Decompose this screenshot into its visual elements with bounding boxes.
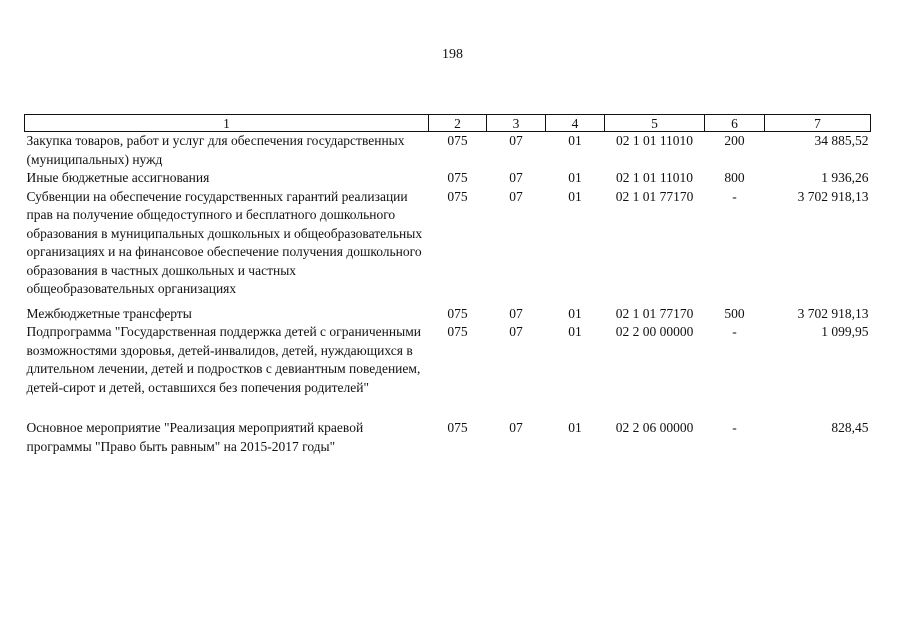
row-subsection: 01 xyxy=(568,188,582,204)
row-admin-code: 075 xyxy=(447,324,468,339)
row-section: 07 xyxy=(509,324,523,339)
row-admin-code: 075 xyxy=(447,133,468,148)
row-name: Закупка товаров, работ и услуг для обеспечения государственных (муниципальных) нужд xyxy=(26,133,405,167)
row-section: 07 xyxy=(509,170,523,185)
row-expense-type: 800 xyxy=(724,170,745,185)
column-header-3: 3 xyxy=(487,115,546,132)
row-amount: 1 099,95 xyxy=(821,324,869,339)
row-subsection: 01 xyxy=(568,420,582,435)
row-amount: 828,45 xyxy=(831,420,869,435)
row-target-article: 02 1 01 77170 xyxy=(615,305,694,321)
row-name: Основное мероприятие "Реализация мероприятий краевой программы "Право быть равным" на 2015-2017 годы" xyxy=(26,420,364,454)
row-expense-type: - xyxy=(732,324,737,339)
row-name: Иные бюджетные ассигнования xyxy=(26,170,210,185)
budget-table xyxy=(24,114,871,456)
row-amount: 3 702 918,13 xyxy=(797,188,869,204)
row-expense-type: 200 xyxy=(724,133,745,148)
row-amount: 1 936,26 xyxy=(821,170,869,185)
table-row xyxy=(25,132,871,170)
row-target-article: 02 2 06 00000 xyxy=(615,420,694,435)
row-subsection: 01 xyxy=(568,324,582,339)
table-row xyxy=(25,419,871,456)
row-target-article: 02 1 01 11010 xyxy=(615,170,694,185)
row-target-article: 02 1 01 77170 xyxy=(615,188,694,204)
row-section: 07 xyxy=(509,420,523,435)
row-admin-code: 075 xyxy=(447,188,468,204)
page-number: 198 xyxy=(442,47,463,62)
column-header-4: 4 xyxy=(546,115,605,132)
row-name: Подпрограмма "Государственная поддержка детей с ограниченными возможностями здоровья, детей-инвалидов, детей, нуждающихся в длительном лечении, детей и подростков с девиантным поведением, детей-сирот и детей, оставшихся без попечения родителей" xyxy=(26,324,421,395)
row-target-article: 02 2 00 00000 xyxy=(615,324,694,339)
column-header-7: 7 xyxy=(765,115,871,132)
column-header-2: 2 xyxy=(429,115,487,132)
row-amount: 3 702 918,13 xyxy=(797,305,869,321)
row-expense-type: - xyxy=(732,188,737,204)
table-row xyxy=(25,323,871,419)
row-admin-code: 075 xyxy=(447,305,468,321)
column-header-6: 6 xyxy=(705,115,765,132)
row-subsection: 01 xyxy=(568,170,582,185)
row-section: 07 xyxy=(509,305,523,321)
table-row xyxy=(25,305,871,324)
table-row xyxy=(25,169,871,188)
row-admin-code: 075 xyxy=(447,420,468,435)
row-subsection: 01 xyxy=(568,133,582,148)
table-row xyxy=(25,188,871,305)
row-name: Межбюджетные трансферты xyxy=(26,305,192,321)
row-admin-code: 075 xyxy=(447,170,468,185)
row-section: 07 xyxy=(509,188,523,204)
row-expense-type: 500 xyxy=(724,305,745,321)
row-section: 07 xyxy=(509,133,523,148)
column-header-1: 1 xyxy=(25,115,429,132)
header-row xyxy=(25,115,871,132)
row-subsection: 01 xyxy=(568,305,582,321)
column-header-5: 5 xyxy=(605,115,705,132)
row-target-article: 02 1 01 11010 xyxy=(615,133,694,148)
row-amount: 34 885,52 xyxy=(814,133,869,148)
row-expense-type: - xyxy=(732,420,737,435)
row-name: Субвенции на обеспечение государственных гарантий реализации прав на получение общедоступного и бесплатного дошкольного образования в муниципальных дошкольных и общеобразовательных организациях и на финансовое обеспечение получения дошкольного образования в частных дошкольных и частных общеобразовательных организациях xyxy=(26,188,423,296)
